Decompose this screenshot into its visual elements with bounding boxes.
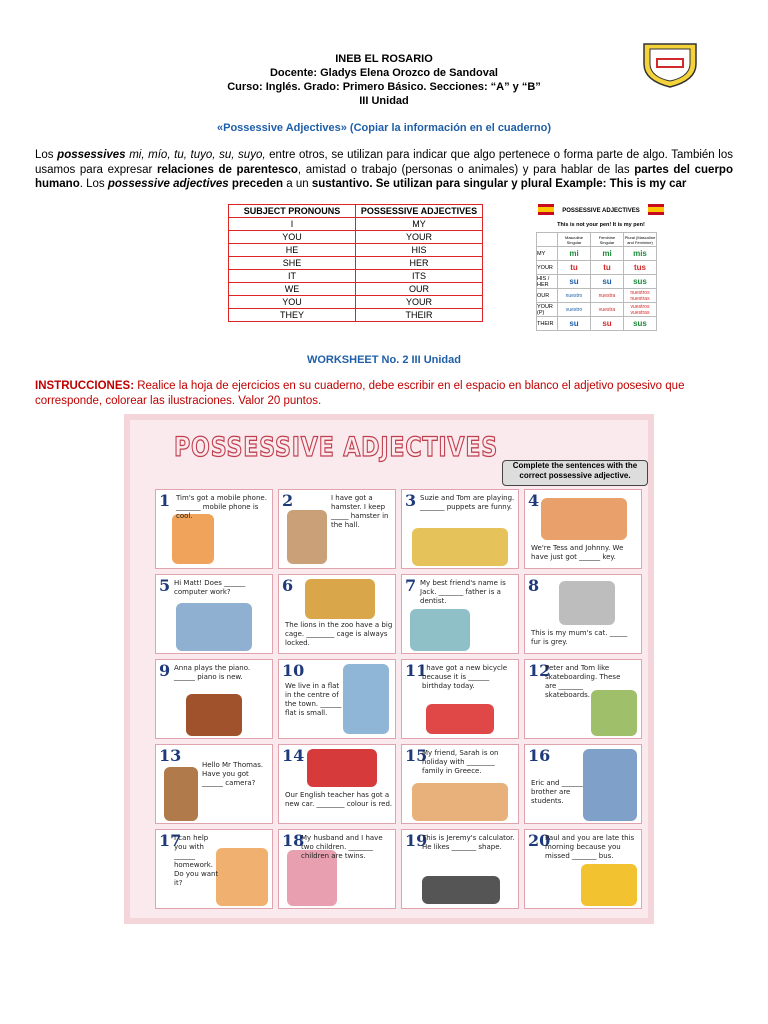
table-row [537,247,657,261]
table-cell: su [591,275,624,289]
unit-line: III Unidad [359,95,409,107]
spanish-possessives-table [534,204,668,340]
table-cell: sus [624,275,657,289]
exercise-text: I can help you with ______ homework. Do you want it? [174,834,219,887]
exercise-text: We're Tess and Johnny. We have just got ______ key. [531,544,624,561]
section-subtitle: «Possessive Adjectives» (Copiar la información en el cuaderno) [217,122,551,134]
worksheet-instruction: Complete the sentences with the correct possessive adjective. [502,460,648,486]
exercise-number: 7 [405,576,417,595]
exercise-cell [278,489,396,569]
exercise-text: Tim's got a mobile phone. _______ mobile phone is cool. [176,494,267,520]
computer-illustration [176,603,252,651]
table-cell: mis [624,247,657,261]
exercise-text: Peter and Tom like skateboarding. These are _______ skateboards. [545,664,621,699]
table-cell: YOU [229,296,356,309]
table-cell: YOUR [537,261,558,275]
teacher-line: Docente: Gladys Elena Orozco de Sandoval [269,67,498,79]
table-cell: YOUR [356,231,483,244]
bus-illustration [581,864,637,906]
building-illustration [343,664,389,734]
table-cell: MY [356,218,483,231]
table-cell: tu [591,261,624,275]
table-row [537,317,657,331]
exercise-number: 16 [528,746,551,765]
school-seal-icon [638,40,702,88]
table-cell: HIS / HER [537,275,558,289]
exercise-text: Our English teacher has got a new car. ________ colour is red. [285,791,393,808]
exercise-text: My husband and I have two children. _______ children are twins. [301,834,383,860]
exercise-text: My friend, Sarah is on holiday with ________ family in Greece. [422,749,499,775]
exercise-cell [401,574,519,654]
exercise-text: Hi Matt! Does ______ computer work? [174,579,246,596]
exercise-cell [524,744,642,824]
table-cell: YOU [229,231,356,244]
table-cell: HE [229,244,356,257]
family-illustration [412,783,508,821]
brothers-illustration [583,749,637,821]
intro-paragraph [35,148,733,192]
table-row [537,233,657,247]
couple-illustration [541,498,627,540]
exercise-cell [278,829,396,909]
intro-text: preceden [228,178,284,190]
exercise-number: 14 [282,746,305,765]
table-row [229,270,483,283]
table-cell: nuestra [591,289,624,303]
exercise-number: 8 [528,576,540,595]
table-cell: THEIR [537,317,558,331]
table-title: POSSESSIVE ADJECTIVES [562,208,640,214]
table-cell: mi [591,247,624,261]
exercise-number: 15 [405,746,428,765]
exercise-cell [524,659,642,739]
exercise-text: Paul and you are late this morning because you missed _______ bus. [545,834,635,860]
worksheet-title: WORKSHEET No. 2 III Unidad [306,354,461,366]
table-cell: MY [537,247,558,261]
children-illustration [412,528,508,566]
exercise-cell [524,489,642,569]
exercise-cell [524,574,642,654]
cat-illustration [559,581,615,625]
table-row [229,244,483,257]
table-cell: su [558,317,591,331]
school-name: INEB EL ROSARIO [335,53,433,65]
table-header: Masculine Singular [558,233,591,247]
table-row [537,289,657,303]
table-row [229,218,483,231]
exercise-number: 3 [405,491,417,510]
intro-text: , amistad o trabajo (personas o animales) y para hablar de las [297,163,635,176]
table-cell: YOUR (P) [537,303,558,317]
table-cell: WE [229,283,356,296]
table-row [537,275,657,289]
table-cell: I [229,218,356,231]
exercise-cell [155,489,273,569]
exercise-number: 2 [282,491,294,510]
exercise-number: 11 [405,661,428,680]
exercise-number: 12 [528,661,551,680]
intro-text: sustantivo. Se utilizan para singular y plural Example: This is my car [311,178,687,190]
exercise-number: 4 [528,491,540,510]
calculator-illustration [422,876,500,904]
table-cell: mi [558,247,591,261]
dentist-illustration [410,609,470,651]
intro-text: a un [283,178,312,190]
table-cell: vuestros vuestras [624,303,657,317]
exercise-number: 5 [159,576,171,595]
exercise-text: We live in a flat in the centre of the town. ______ flat is small. [285,682,342,717]
intro-text: possessive adjectives [107,178,229,190]
lion-cage-illustration [305,579,375,619]
intro-text: possessives [57,149,126,161]
boy-illustration [216,848,268,906]
table-cell [537,233,558,247]
exercise-text: Eric and ______ brother are students. [531,779,583,805]
table-cell: tu [558,261,591,275]
exercise-text: I have got a new bicycle because it is ______ birthday today. [422,664,508,690]
table-row [229,257,483,270]
table-cell: OUR [356,283,483,296]
table-cell: THEIR [356,309,483,322]
exercise-text: I have got a hamster. I keep _____ hamster in the hall. [331,494,389,529]
exercise-number: 18 [282,831,305,850]
exercise-cell [278,659,396,739]
table-row [229,296,483,309]
table-row [537,303,657,317]
exercise-text: The lions in the zoo have a big cage. ________ cage is always locked. [285,621,393,647]
instructions-paragraph [35,379,733,409]
table-cell: nuestro [558,289,591,303]
exercise-cell [401,489,519,569]
pronoun-table [228,204,483,322]
instructions-label: INSTRUCCIONES: [35,380,135,392]
exercise-cell [278,574,396,654]
table-cell: ITS [356,270,483,283]
table-cell: sus [624,317,657,331]
exercise-text: My best friend's name is Jack. _______ father is a dentist. [420,579,506,605]
table-row [229,309,483,322]
exercise-cell [401,744,519,824]
exercise-number: 10 [282,661,305,680]
table-cell: tus [624,261,657,275]
intro-text: Los [35,149,58,161]
table-header: POSSESSIVE ADJECTIVES [356,205,483,218]
intro-text: partes del cuerpo humano [35,163,733,190]
intro-text: entre otros, se utilizan para indicar que algo pertenece o forma parte de algo. También los usamos para expresar [35,149,733,176]
exercise-text: This is Jeremy's calculator. He likes _______ shape. [422,834,515,851]
table-cell: vuestra [591,303,624,317]
table-row [229,283,483,296]
intro-text: relaciones de parentesco [156,163,298,176]
exercise-text: Hello Mr Thomas. Have you got ______ camera? [202,761,264,787]
table-cell: nuestros nuestras [624,289,657,303]
man-illustration [164,767,198,821]
worksheet-image [124,414,654,924]
exercise-cell [401,829,519,909]
exercise-cell [155,659,273,739]
table-cell: vuestro [558,303,591,317]
car-illustration [307,749,377,787]
exercise-number: 17 [159,831,182,850]
exercise-text: Anna plays the piano. ______ piano is new. [174,664,251,681]
exercise-cell [155,574,273,654]
piano-illustration [186,694,242,736]
exercise-number: 1 [159,491,171,510]
exercise-number: 13 [159,746,182,765]
exercise-number: 6 [282,576,294,595]
table-cell: YOUR [356,296,483,309]
intro-text: mi, mío, tu, tuyo, su, suyo, [125,149,266,161]
intro-text: . Los [79,178,108,190]
worksheet-panel [130,420,648,918]
table-cell: su [558,275,591,289]
exercise-number: 20 [528,831,551,850]
table-header: Feminine Singular [591,233,624,247]
hamster-illustration [287,510,327,564]
exercise-cell [524,829,642,909]
table-cell: HIS [356,244,483,257]
table-cell: SHE [229,257,356,270]
table-header: SUBJECT PRONOUNS [229,205,356,218]
exercise-cell [155,829,273,909]
boy-illustration [172,514,214,564]
instructions-text: Realice la hoja de ejercicios en su cuaderno, debe escribir en el espacio en blanco el adjetivo posesivo que corresponde, colorear las ilustraciones. Valor 20 puntos. [35,380,685,407]
exercise-cell [278,744,396,824]
exercise-number: 19 [405,831,428,850]
exercise-cell [401,659,519,739]
exercise-number: 9 [159,661,171,680]
exercise-text: Suzie and Tom are playing. _______ puppets are funny. [420,494,515,511]
course-line: Curso: Inglés. Grado: Primero Básico. Secciones: “A” y “B” [227,81,541,93]
table-row [537,261,657,275]
table-cell: su [591,317,624,331]
exercise-cell [155,744,273,824]
table-cell: THEY [229,309,356,322]
bicycle-illustration [426,704,494,734]
table-header: Plural (Masculine and Feminine) [624,234,656,245]
table-cell: IT [229,270,356,283]
table-subtitle: This is not your pen! It is my pen! [557,222,645,228]
worksheet-heading: POSSESSIVE ADJECTIVES [174,432,499,463]
table-cell: HER [356,257,483,270]
exercise-text: This is my mum's cat. _____ fur is grey. [531,629,628,646]
table-cell: OUR [537,289,558,303]
table-row [229,231,483,244]
